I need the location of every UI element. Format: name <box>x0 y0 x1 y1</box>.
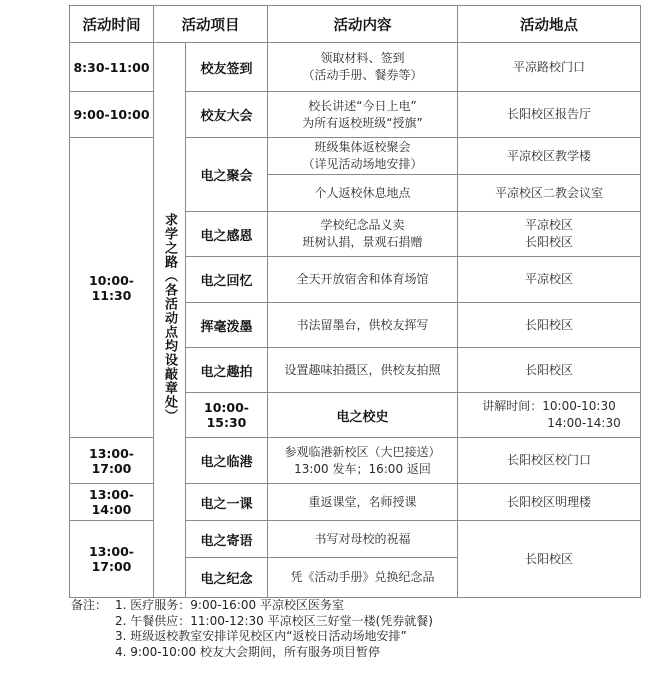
content-cell: 设置趣味拍摄区，供校友拍照 <box>268 348 458 393</box>
location-cell: 平凉校区 <box>458 257 641 303</box>
note-item: 2. 午餐供应：11:00-12:30 平凉校区三好堂一楼(凭券就餐) <box>115 613 433 628</box>
note-item: 4. 9:00-10:00 校友大会期间，所有服务项目暂停 <box>115 644 380 659</box>
project-cell: 电之聚会 <box>186 138 268 212</box>
content-cell: 领取材料、签到 （活动手册、餐券等） <box>268 43 458 92</box>
content-cell: 书写对母校的祝福 <box>268 521 458 558</box>
location-cell: 长阳校区报告厅 <box>458 92 641 138</box>
vertical-label-cell <box>154 43 186 598</box>
header-content: 活动内容 <box>268 6 458 43</box>
project-cell: 电之寄语 <box>186 521 268 558</box>
notes-section <box>71 598 433 660</box>
location-cell: 平凉校区二教会议室 <box>458 175 641 212</box>
content-cell: 全天开放宿舍和体育场馆 <box>268 257 458 303</box>
note-item: 备注： 1. 医疗服务：9:00-16:00 平凉校区医务室 <box>71 598 344 612</box>
location-cell: 长阳校区 <box>458 521 641 598</box>
notes-label: 备注： <box>71 598 108 612</box>
time-cell: 10:00-11:30 <box>70 138 154 438</box>
table-header-row <box>70 6 641 43</box>
project-cell: 电之一课 <box>186 484 268 521</box>
header-time: 活动时间 <box>70 6 154 43</box>
header-project: 活动项目 <box>154 6 268 43</box>
project-cell: 校友签到 <box>186 43 268 92</box>
time-cell: 13:00-14:00 <box>70 484 154 521</box>
content-cell: 重返课堂，名师授课 <box>268 484 458 521</box>
project-cell: 电之临港 <box>186 438 268 484</box>
schedule-table <box>69 5 641 598</box>
table-row <box>70 43 641 92</box>
location-cell: 长阳校区明理楼 <box>458 484 641 521</box>
content-cell: 参观临港新校区（大巴接送） 13:00 发车；16:00 返回 <box>268 438 458 484</box>
location-cell: 长阳校区 <box>458 348 641 393</box>
header-location: 活动地点 <box>458 6 641 43</box>
time-cell: 13:00-17:00 <box>70 521 154 598</box>
content-cell: 凭《活动手册》兑换纪念品 <box>268 558 458 598</box>
project-cell: 电之校史 <box>268 393 458 438</box>
note-item: 3. 班级返校教室安排详见校区内“返校日活动场地安排” <box>115 629 407 643</box>
project-cell: 电之回忆 <box>186 257 268 303</box>
content-cell: 班级集体返校聚会 （详见活动场地安排） <box>268 138 458 175</box>
project-cell: 电之趣拍 <box>186 348 268 393</box>
time-cell: 10:00-15:30 <box>186 393 268 438</box>
project-cell: 挥毫泼墨 <box>186 303 268 348</box>
content-cell: 个人返校休息地点 <box>268 175 458 212</box>
location-cell: 平凉校区教学楼 <box>458 138 641 175</box>
content-cell: 校长讲述“今日上电” 为所有返校班级“授旗” <box>268 92 458 138</box>
location-cell: 平凉校区 长阳校区 <box>458 212 641 257</box>
time-cell: 9:00-10:00 <box>70 92 154 138</box>
content-cell: 书法留墨台，供校友挥写 <box>268 303 458 348</box>
project-cell: 校友大会 <box>186 92 268 138</box>
project-cell: 电之感恩 <box>186 212 268 257</box>
location-cell: 长阳校区 <box>458 303 641 348</box>
content-cell: 学校纪念品义卖 班树认捐，景观石捐赠 <box>268 212 458 257</box>
content-cell: 讲解时间：10:00-10:30 14:00-14:30 <box>458 393 641 438</box>
time-cell: 13:00-17:00 <box>70 438 154 484</box>
vertical-label: 求学之路（各活动点均设敲章处） <box>162 213 177 423</box>
location-cell: 平凉路校门口 <box>458 43 641 92</box>
location-cell: 长阳校区校门口 <box>458 438 641 484</box>
time-cell: 8:30-11:00 <box>70 43 154 92</box>
project-cell: 电之纪念 <box>186 558 268 598</box>
